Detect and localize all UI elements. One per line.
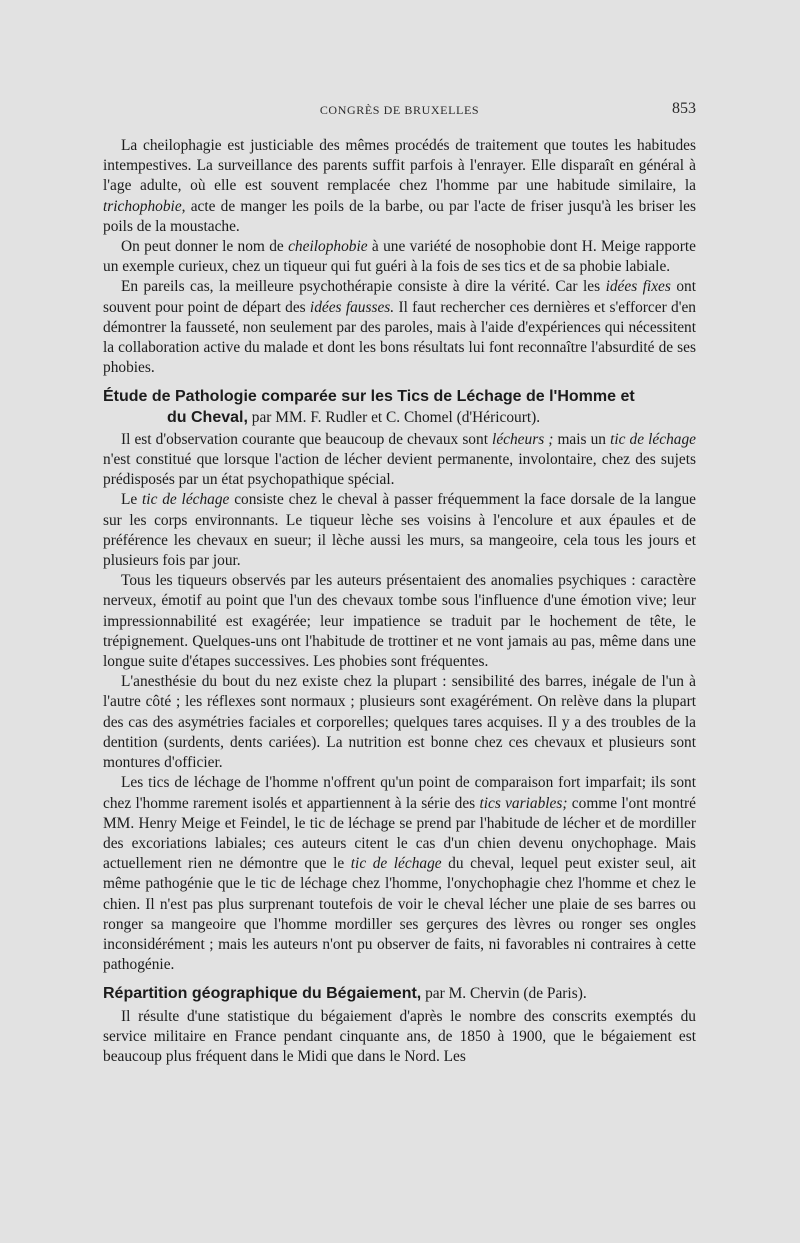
- paragraph: Tous les tiqueurs observés par les auteurs présentaient des anomalies psychiques : caractère nerveux, émotif au point que l'un des chevaux tombe sous l'influence d'une émotion vive; leur impressionnabilité est exagérée; leur impatience se traduit par le hochement de tête, le trépignement. Quelques-uns ont l'habitude de trottiner et ne vont jamais au pas, même dans une longue suite d'étapes successives. Les phobies sont fréquentes.: [103, 572, 696, 671]
- page-number: 853: [672, 100, 696, 117]
- paragraph: On peut donner le nom de cheilophobie à une variété de nosophobie dont H. Meige rapporte un exemple curieux, chez un tiqueur qui fut guéri à la fois de ses tics et de sa phobie labiale.: [103, 238, 696, 276]
- paragraph: La cheilophagie est justiciable des mêmes procédés de traitement que toutes les habitudes intempestives. La surveillance des parents suffit parfois à l'enrayer. Elle disparaît en général à l'age adulte, où elle est souvent remplacée chez l'homme par une habitude similaire, la trichophobie, acte de manger les poils de la barbe, ou par l'acte de friser jusqu'à les briser les poils de la moustache.: [103, 137, 696, 235]
- section-heading-begaiement: Répartition géographique du Bégaiement, par M. Chervin (de Paris).: [103, 985, 587, 1003]
- paragraph: Il résulte d'une statistique du bégaiement d'après le nombre des conscrits exemptés du service militaire en France pendant cinquante ans, de 1850 à 1900, que le bégaiement est beaucoup plus fréquent dans le Midi que dans le Nord. Les: [103, 1007, 696, 1065]
- paragraph: Il est d'observation courante que beaucoup de chevaux sont lécheurs ; mais un tic de léchage n'est constitué que lorsque l'action de lécher devient permanente, involontaire, chez des sujets prédisposés par un état psychopathique spécial.: [103, 430, 696, 489]
- paragraph: Les tics de léchage de l'homme n'offrent qu'un point de comparaison fort imparfait; ils sont chez l'homme rarement isolés et appartiennent à la série des tics variables; comme l'ont montré MM. Henry Meige et Feindel, le tic de léchage se prend par l'habitude de lécher et de mordiller des excoriations labiales; ces auteurs citent le cas d'un chien devenu onychophage. Mais actuellement rien ne démontre que le tic de léchage du cheval, lequel peut exister seul, ait même pathogénie que le tic de léchage chez l'homme, l'onychophagie chez l'homme et chez le chien. Il n'est pas plus surprenant toutefois de voir le cheval lécher une plaie de ses barres ou ronger sa mangeoire que l'homme mordiller ses gerçures des lèvres ou ronger ses ongles inconsidérément ; mais les auteurs n'ont pu observer de faits, ni favorables ni contraires à cette pathogénie.: [103, 774, 697, 974]
- paragraph: L'anesthésie du bout du nez existe chez la plupart : sensibilité des barres, inégale de l'un à l'autre côté ; les réflexes sont normaux ; plusieurs sont exagérément. On relève dans la plupart des cas des asymétries faciales et corporelles; quelques tares acquises. Il y a des troubles de la dentition (surdents, dents cariées). La nutrition est bonne chez ces chevaux et plusieurs sont montures d'officier.: [103, 673, 696, 772]
- running-title: CONGRÈS DE BRUXELLES: [319, 103, 480, 117]
- page-body: [103, 136, 696, 1067]
- paragraph: Le tic de léchage consiste chez le cheval à passer fréquemment la face dorsale de la langue sur les corps environnants. Le tiqueur lèche ses voisins à l'encolure et aux épaules et de préférence les chevaux en sueur; il lèche aussi les murs, sa mangeoire, cela tous les jours et plusieurs fois par jour.: [103, 491, 696, 570]
- section-heading-tics-lechage: Étude de Pathologie comparée sur les Tics de Léchage de l'Homme et du Cheval, par MM. F. Rudler et C. Chomel (d'Héricourt).: [103, 388, 635, 426]
- paragraph: En pareils cas, la meilleure psychothérapie consiste à dire la vérité. Car les idées fixes ont souvent pour point de départ des idées fausses. Il faut rechercher ces dernières et s'efforcer d'en démontrer la fausseté, non seulement par des paroles, mais à l'aide d'expériences qui nécessitent la collaboration active du malade et dont les bons résultats lui font reconnaître l'absurdité de ses phobies.: [103, 278, 696, 377]
- page-header: [103, 100, 696, 124]
